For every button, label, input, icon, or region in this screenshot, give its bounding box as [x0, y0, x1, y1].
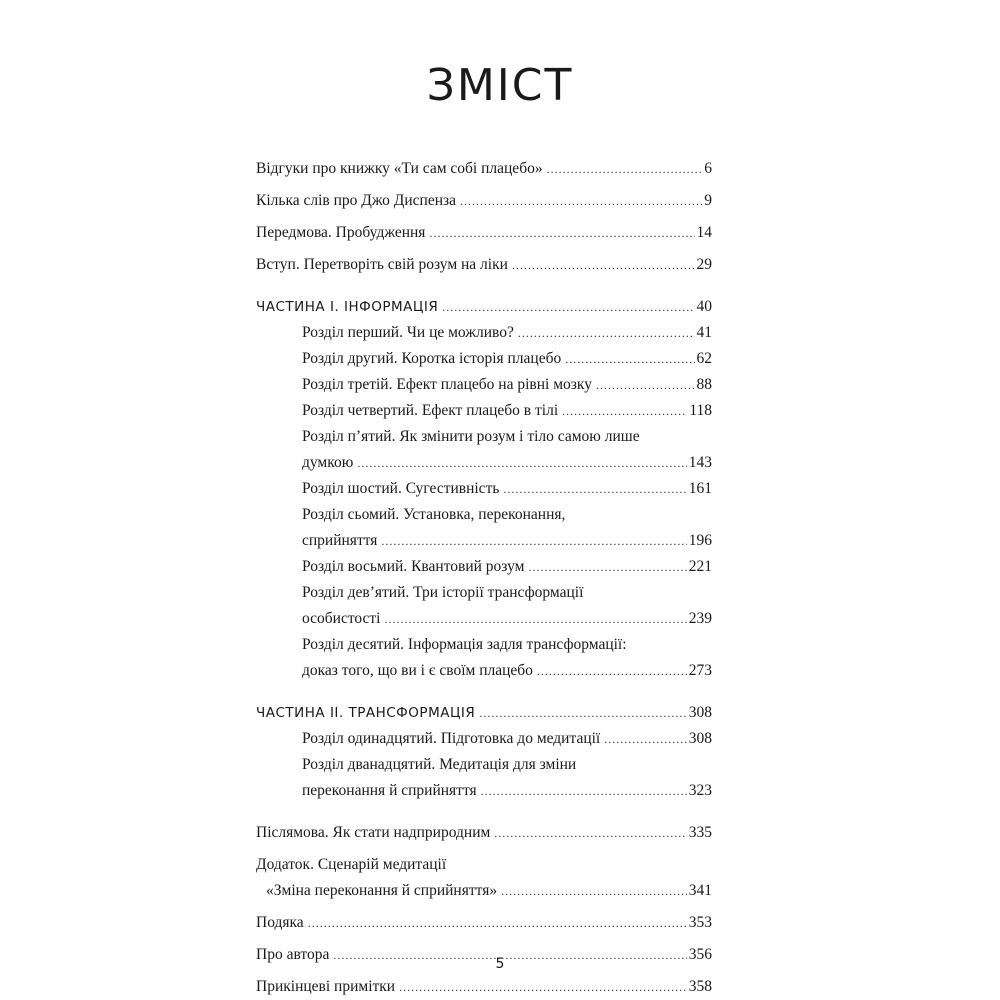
toc-chapter-1: [302, 320, 712, 346]
toc-entry-label-line1: Розділ десятий. Інформація задля трансформації:: [302, 636, 627, 653]
toc-entry-label: Прикінцеві примітки: [256, 978, 396, 995]
dot-leader: [518, 320, 695, 346]
toc-entry-label: Вступ. Перетворіть свій розум на ліки: [256, 256, 508, 273]
toc-chapter-11: [302, 726, 712, 752]
dot-leader: [494, 820, 686, 846]
toc-entry-page: 29: [696, 256, 712, 273]
toc-entry-label: Розділ перший. Чи це можливо?: [302, 324, 514, 341]
toc-part-2: [256, 700, 712, 726]
toc-chapter-5: [302, 424, 712, 476]
dot-leader: [562, 398, 687, 424]
dot-leader: [442, 294, 694, 320]
toc-entry-page: 196: [688, 532, 712, 549]
dot-leader: [429, 220, 694, 246]
toc-entry-label-line1: Додаток. Сценарій медитації: [256, 856, 447, 873]
toc-part-label: ЧАСТИНА ІІ. ТРАНСФОРМАЦІЯ: [256, 705, 476, 721]
toc-chapter-12: [302, 752, 712, 804]
toc-entry-page: 353: [688, 914, 712, 931]
dot-leader: [528, 554, 686, 580]
toc-entry-label-line1: Розділ дванадцятий. Медитація для зміни: [302, 756, 577, 773]
dot-leader: [596, 372, 695, 398]
toc-entry-page: 40: [696, 298, 712, 315]
toc-entry-page: 161: [688, 480, 712, 497]
dot-leader: [385, 606, 687, 632]
toc-entry-afterword: [256, 820, 712, 846]
toc-entry-introduction: [256, 252, 712, 278]
dot-leader: [460, 188, 702, 214]
toc-chapter-10: [302, 632, 712, 684]
toc-entry-appendix: [256, 852, 712, 904]
toc-entry-label-line2: думкою: [302, 454, 354, 471]
toc-chapter-2: [302, 346, 712, 372]
toc-entry-page: 323: [688, 782, 712, 799]
toc-entry-label: Подяка: [256, 914, 304, 931]
toc-entry-reviews: [256, 156, 712, 182]
toc-chapter-4: [302, 398, 712, 424]
toc-entry-page: 143: [688, 454, 712, 471]
dot-leader: [481, 778, 687, 804]
dot-leader: [308, 910, 687, 936]
toc-entry-label-line2: «Зміна переконання й сприйняття»: [266, 882, 498, 899]
dot-leader: [479, 700, 686, 726]
toc-entry-label-line2: переконання й сприйняття: [302, 782, 477, 799]
toc-entry-endnotes: [256, 974, 712, 1000]
toc-chapter-7: [302, 502, 712, 554]
toc-entry-page: 335: [688, 824, 712, 841]
toc-entry-label: Передмова. Пробудження: [256, 224, 426, 241]
toc-entry-page: 62: [696, 350, 712, 367]
toc-entry-page: 273: [688, 662, 712, 679]
dot-leader: [604, 726, 687, 752]
toc-entry-page: 221: [688, 558, 712, 575]
toc-entry-label: Розділ четвертий. Ефект плацебо в тілі: [302, 402, 559, 419]
page-title: ЗМІСТ: [426, 60, 574, 111]
toc-entry-label-line1: Розділ п’ятий. Як змінити розум і тіло самою лише: [302, 428, 640, 445]
toc-entry-label-line2: особистості: [302, 610, 381, 627]
dot-leader: [357, 450, 686, 476]
toc-entry-label: Післямова. Як стати надприродним: [256, 824, 491, 841]
toc-chapter-9: [302, 580, 712, 632]
toc-entry-page: 341: [688, 882, 712, 899]
page-number: 5: [495, 956, 505, 972]
toc-entry-acknowledgements: [256, 910, 712, 936]
toc-chapter-6: [302, 476, 712, 502]
dot-leader: [565, 346, 694, 372]
dot-leader: [512, 252, 695, 278]
toc-entry-label: Розділ восьмий. Квантовий розум: [302, 558, 525, 575]
toc-entry-page: 118: [689, 402, 712, 419]
toc-entry-page: 41: [696, 324, 712, 341]
dot-leader: [537, 658, 687, 684]
toc-entry-page: 358: [688, 978, 712, 995]
toc-entry-label: Про автора: [256, 946, 330, 963]
dot-leader: [547, 156, 703, 182]
toc-entry-page: 239: [688, 610, 712, 627]
toc-entry-page: 356: [688, 946, 712, 963]
toc-entry-page: 88: [696, 376, 712, 393]
toc-entry-label-line2: сприйняття: [302, 532, 378, 549]
toc-entry-page: 9: [704, 192, 712, 209]
toc-entry-label: Розділ другий. Коротка історія плацебо: [302, 350, 562, 367]
toc-entry-label: Відгуки про книжку «Ти сам собі плацебо»: [256, 160, 543, 177]
toc-part-1: [256, 294, 712, 320]
dot-leader: [381, 528, 686, 554]
toc-chapter-3: [302, 372, 712, 398]
toc-entry-label: Розділ одинадцятий. Підготовка до медитації: [302, 730, 601, 747]
dot-leader: [501, 878, 687, 904]
toc-entry-label-line2: доказ того, що ви і є своїм плацебо: [302, 662, 533, 679]
toc-entry-about-dispenza: [256, 188, 712, 214]
toc-entry-label: Кілька слів про Джо Диспенза: [256, 192, 457, 209]
toc-entry-page: 308: [688, 730, 712, 747]
table-of-contents: [256, 156, 712, 1000]
toc-entry-page: 6: [704, 160, 712, 177]
toc-entry-label-line1: Розділ дев’ятий. Три історії трансформації: [302, 584, 584, 601]
toc-entry-page: 308: [688, 704, 712, 721]
toc-part-label: ЧАСТИНА І. ІНФОРМАЦІЯ: [256, 299, 439, 315]
dot-leader: [399, 974, 687, 1000]
toc-entry-label-line1: Розділ сьомий. Установка, переконання,: [302, 506, 566, 523]
toc-entry-label: Розділ шостий. Сугестивність: [302, 480, 500, 497]
toc-chapter-8: [302, 554, 712, 580]
dot-leader: [503, 476, 686, 502]
toc-entry-page: 14: [696, 224, 712, 241]
toc-entry-preface: [256, 220, 712, 246]
toc-entry-label: Розділ третій. Ефект плацебо на рівні мозку: [302, 376, 592, 393]
